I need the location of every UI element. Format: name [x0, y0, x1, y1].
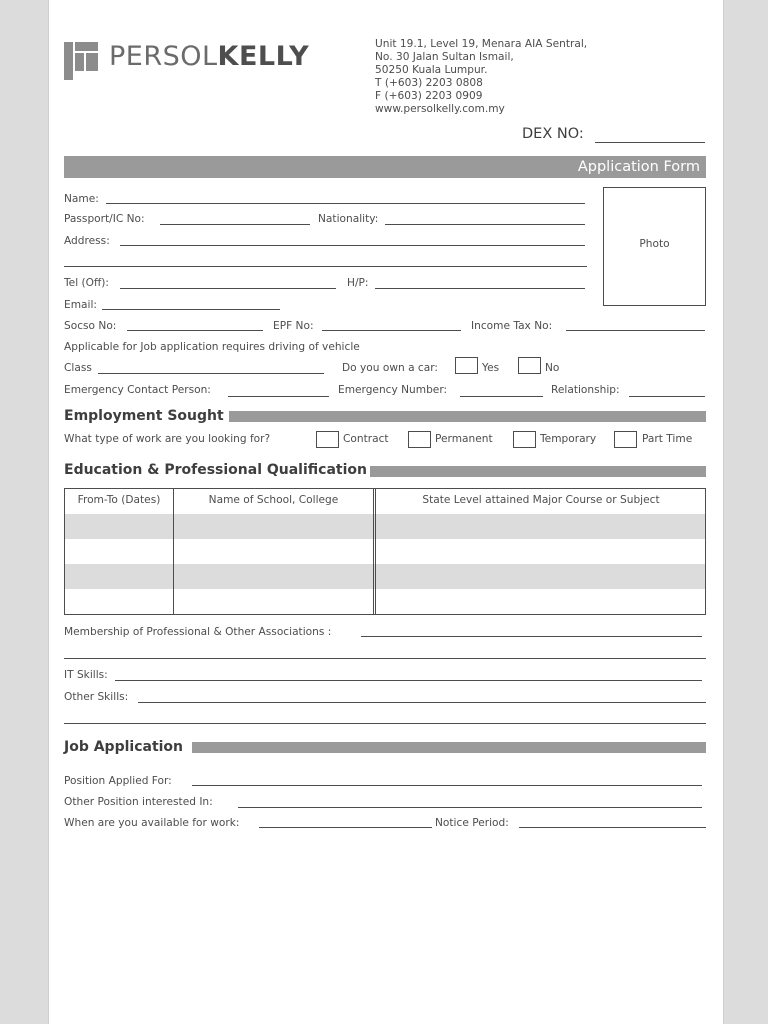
- emergency-contact-field[interactable]: [228, 396, 329, 397]
- email-field[interactable]: [102, 309, 280, 310]
- form-title-bar: [64, 156, 706, 178]
- tel-field[interactable]: [120, 288, 336, 289]
- table-row[interactable]: [65, 514, 705, 539]
- photo-label: Photo: [639, 238, 670, 250]
- employment-heading-bar: [229, 411, 706, 422]
- part-time-checkbox[interactable]: [614, 431, 637, 448]
- other-position-label: Other Position interested In:: [64, 796, 213, 808]
- table-row[interactable]: [65, 539, 705, 564]
- address-phone: T (+603) 2203 0808: [375, 77, 483, 90]
- company-address: [375, 38, 587, 117]
- column-header-school: Name of School, College: [208, 494, 339, 506]
- class-field[interactable]: [98, 373, 324, 374]
- column-header-course: State Level attained Major Course or Subject: [422, 494, 660, 506]
- contract-label: Contract: [343, 433, 389, 445]
- own-car-no-label: No: [545, 362, 560, 374]
- address-fax: F (+603) 2203 0909: [375, 90, 483, 103]
- form-title: Application Form: [577, 159, 700, 175]
- other-skills-field[interactable]: [138, 702, 706, 703]
- driving-note: Applicable for Job application requires driving of vehicle: [64, 341, 360, 353]
- address-line: Unit 19.1, Level 19, Menara AIA Sentral,: [375, 38, 588, 50]
- notice-period-label: Notice Period:: [435, 817, 509, 829]
- part-time-label: Part Time: [642, 433, 693, 445]
- availability-label: When are you available for work:: [64, 817, 240, 829]
- notice-period-field[interactable]: [519, 827, 706, 828]
- address-field-line2[interactable]: [64, 266, 587, 267]
- name-field[interactable]: [106, 203, 585, 204]
- column-divider: [173, 489, 174, 614]
- education-heading: Education & Professional Qualification: [64, 462, 367, 478]
- job-application-heading-bar: [192, 742, 706, 753]
- it-skills-field[interactable]: [115, 680, 702, 681]
- email-label: Email:: [64, 299, 97, 311]
- permanent-label: Permanent: [435, 433, 493, 445]
- column-header-dates: From-To (Dates): [77, 494, 161, 506]
- passport-label: Passport/IC No:: [64, 213, 145, 225]
- address-label: Address:: [64, 235, 110, 247]
- column-divider: [373, 489, 374, 614]
- contract-checkbox[interactable]: [316, 431, 339, 448]
- company-logo: [109, 40, 309, 74]
- emergency-number-field[interactable]: [460, 396, 543, 397]
- other-position-field[interactable]: [238, 807, 702, 808]
- tel-label: Tel (Off):: [64, 277, 109, 289]
- socso-field[interactable]: [127, 330, 263, 331]
- work-type-question: What type of work are you looking for?: [64, 433, 271, 445]
- nationality-label: Nationality:: [318, 213, 379, 225]
- nationality-field[interactable]: [385, 224, 585, 225]
- persolkelly-logo-icon: [64, 42, 98, 80]
- hp-field[interactable]: [375, 288, 585, 289]
- emergency-contact-label: Emergency Contact Person:: [64, 384, 211, 396]
- employment-heading: Employment Sought: [64, 408, 224, 424]
- socso-label: Socso No:: [64, 320, 117, 332]
- own-car-label: Do you own a car:: [342, 362, 438, 374]
- table-row[interactable]: [65, 564, 705, 589]
- epf-field[interactable]: [322, 330, 461, 331]
- income-tax-field[interactable]: [566, 330, 705, 331]
- temporary-checkbox[interactable]: [513, 431, 536, 448]
- photo-box[interactable]: [603, 187, 706, 306]
- dex-no-field[interactable]: [595, 142, 705, 143]
- logo-part2: KELLY: [217, 41, 310, 72]
- passport-field[interactable]: [160, 224, 310, 225]
- address-line: No. 30 Jalan Sultan Ismail,: [375, 51, 514, 64]
- address-website: www.persolkelly.com.my: [375, 103, 505, 116]
- emergency-number-label: Emergency Number:: [338, 384, 448, 396]
- permanent-checkbox[interactable]: [408, 431, 431, 448]
- column-divider: [375, 489, 376, 614]
- own-car-yes-label: Yes: [482, 362, 500, 374]
- other-skills-label: Other Skills:: [64, 691, 129, 703]
- income-tax-label: Income Tax No:: [471, 320, 553, 332]
- membership-field-line2[interactable]: [64, 658, 706, 659]
- relationship-label: Relationship:: [551, 384, 620, 396]
- job-application-heading: Job Application: [64, 739, 184, 755]
- address-field-line1[interactable]: [120, 245, 585, 246]
- it-skills-label: IT Skills:: [64, 669, 108, 681]
- other-skills-field-line2[interactable]: [64, 723, 706, 724]
- name-label: Name:: [64, 193, 99, 205]
- hp-label: H/P:: [347, 277, 369, 289]
- membership-label: Membership of Professional & Other Associations :: [64, 626, 332, 638]
- table-row[interactable]: [65, 589, 705, 614]
- address-line: 50250 Kuala Lumpur.: [375, 64, 488, 77]
- education-table: [64, 488, 706, 615]
- membership-field[interactable]: [361, 636, 702, 637]
- own-car-yes-checkbox[interactable]: [455, 357, 478, 374]
- logo-part1: PERSOL: [109, 41, 218, 72]
- epf-label: EPF No:: [273, 320, 314, 332]
- position-applied-field[interactable]: [192, 785, 702, 786]
- dex-no-label: DEX NO:: [522, 126, 584, 142]
- temporary-label: Temporary: [540, 433, 597, 445]
- availability-field[interactable]: [259, 827, 432, 828]
- relationship-field[interactable]: [629, 396, 705, 397]
- class-label: Class: [64, 362, 92, 374]
- own-car-no-checkbox[interactable]: [518, 357, 541, 374]
- position-applied-label: Position Applied For:: [64, 775, 172, 787]
- education-heading-bar: [370, 466, 706, 477]
